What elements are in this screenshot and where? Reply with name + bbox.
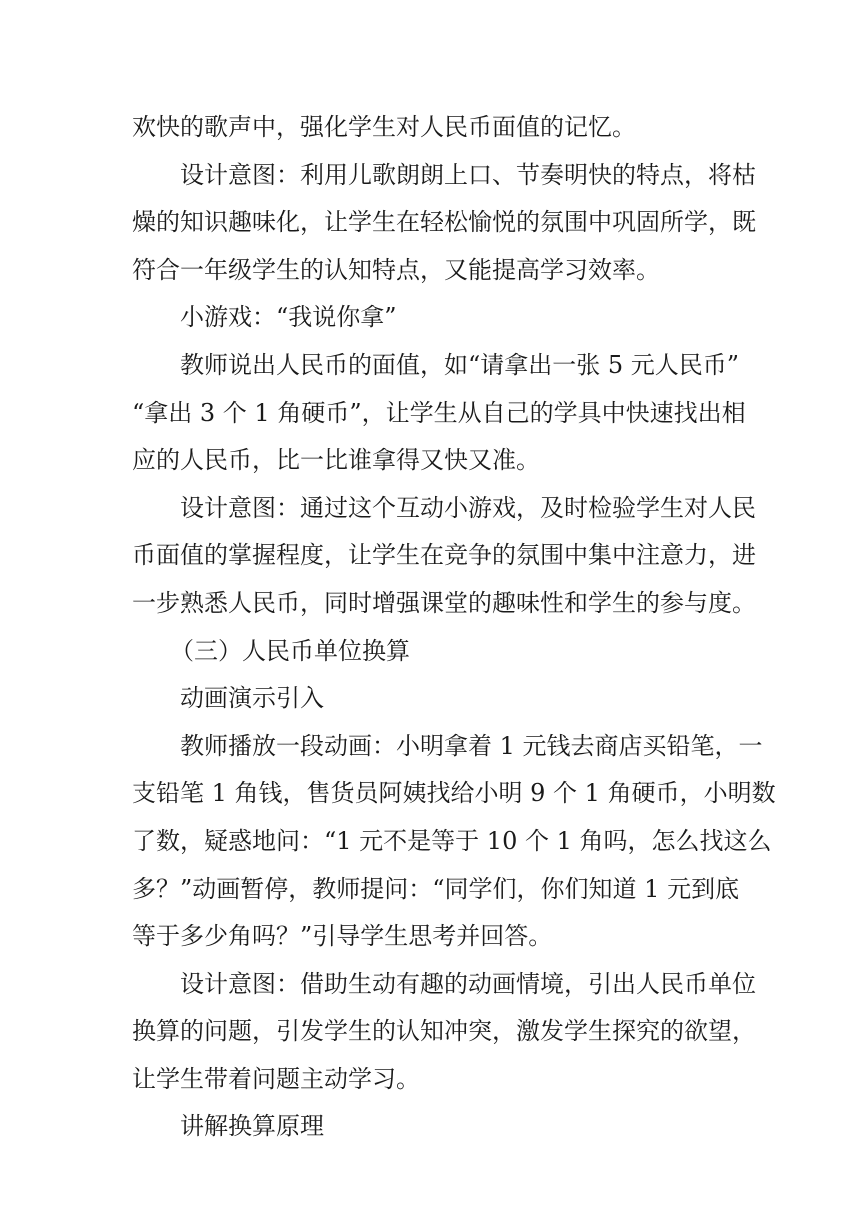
text-line: 一步熟悉人民币，同时增强课堂的趣味性和学生的参与度。 — [132, 588, 756, 617]
text-line: 支铅笔 1 角钱，售货员阿姨找给小明 9 个 1 角硬币，小明数 — [132, 779, 776, 808]
text-line: 币面值的掌握程度，让学生在竞争的氛围中集中注意力，进 — [132, 541, 756, 570]
subheading-line: 讲解换算原理 — [180, 1112, 324, 1141]
subheading-line: 小游戏：“我说你拿” — [180, 303, 397, 332]
text-line: 多？”动画暂停，教师提问：“同学们，你们知道 1 元到底 — [132, 874, 740, 903]
section-heading: （三）人民币单位换算 — [170, 636, 410, 665]
text-line: 教师说出人民币的面值，如“请拿出一张 5 元人民币” — [180, 350, 740, 379]
text-line: 设计意图：通过这个互动小游戏，及时检验学生对人民 — [180, 493, 756, 522]
text-line: 设计意图：利用儿歌朗朗上口、节奏明快的特点，将枯 — [180, 160, 756, 189]
text-line: “拿出 3 个 1 角硬币”，让学生从自己的学具中快速找出相 — [132, 398, 746, 427]
text-line: 教师播放一段动画：小明拿着 1 元钱去商店买铅笔，一 — [180, 731, 763, 760]
text-line: 符合一年级学生的认知特点，又能提高学习效率。 — [132, 255, 660, 284]
text-line: 换算的问题，引发学生的认知冲突，激发学生探究的欲望， — [132, 1017, 756, 1046]
subheading-line: 动画演示引入 — [180, 684, 324, 713]
text-line: 了数，疑惑地问：“1 元不是等于 10 个 1 角吗，怎么找这么 — [132, 826, 772, 855]
text-line: 等于多少角吗？”引导学生思考并回答。 — [132, 922, 553, 951]
text-line: 欢快的歌声中，强化学生对人民币面值的记忆。 — [132, 113, 636, 141]
document-body — [132, 104, 776, 1151]
text-line: 燥的知识趣味化，让学生在轻松愉悦的氛围中巩固所学，既 — [132, 208, 756, 237]
text-line: 让学生带着问题主动学习。 — [132, 1064, 420, 1093]
text-line: 设计意图：借助生动有趣的动画情境，引出人民币单位 — [180, 969, 756, 998]
text-line: 应的人民币，比一比谁拿得又快又准。 — [132, 446, 540, 475]
